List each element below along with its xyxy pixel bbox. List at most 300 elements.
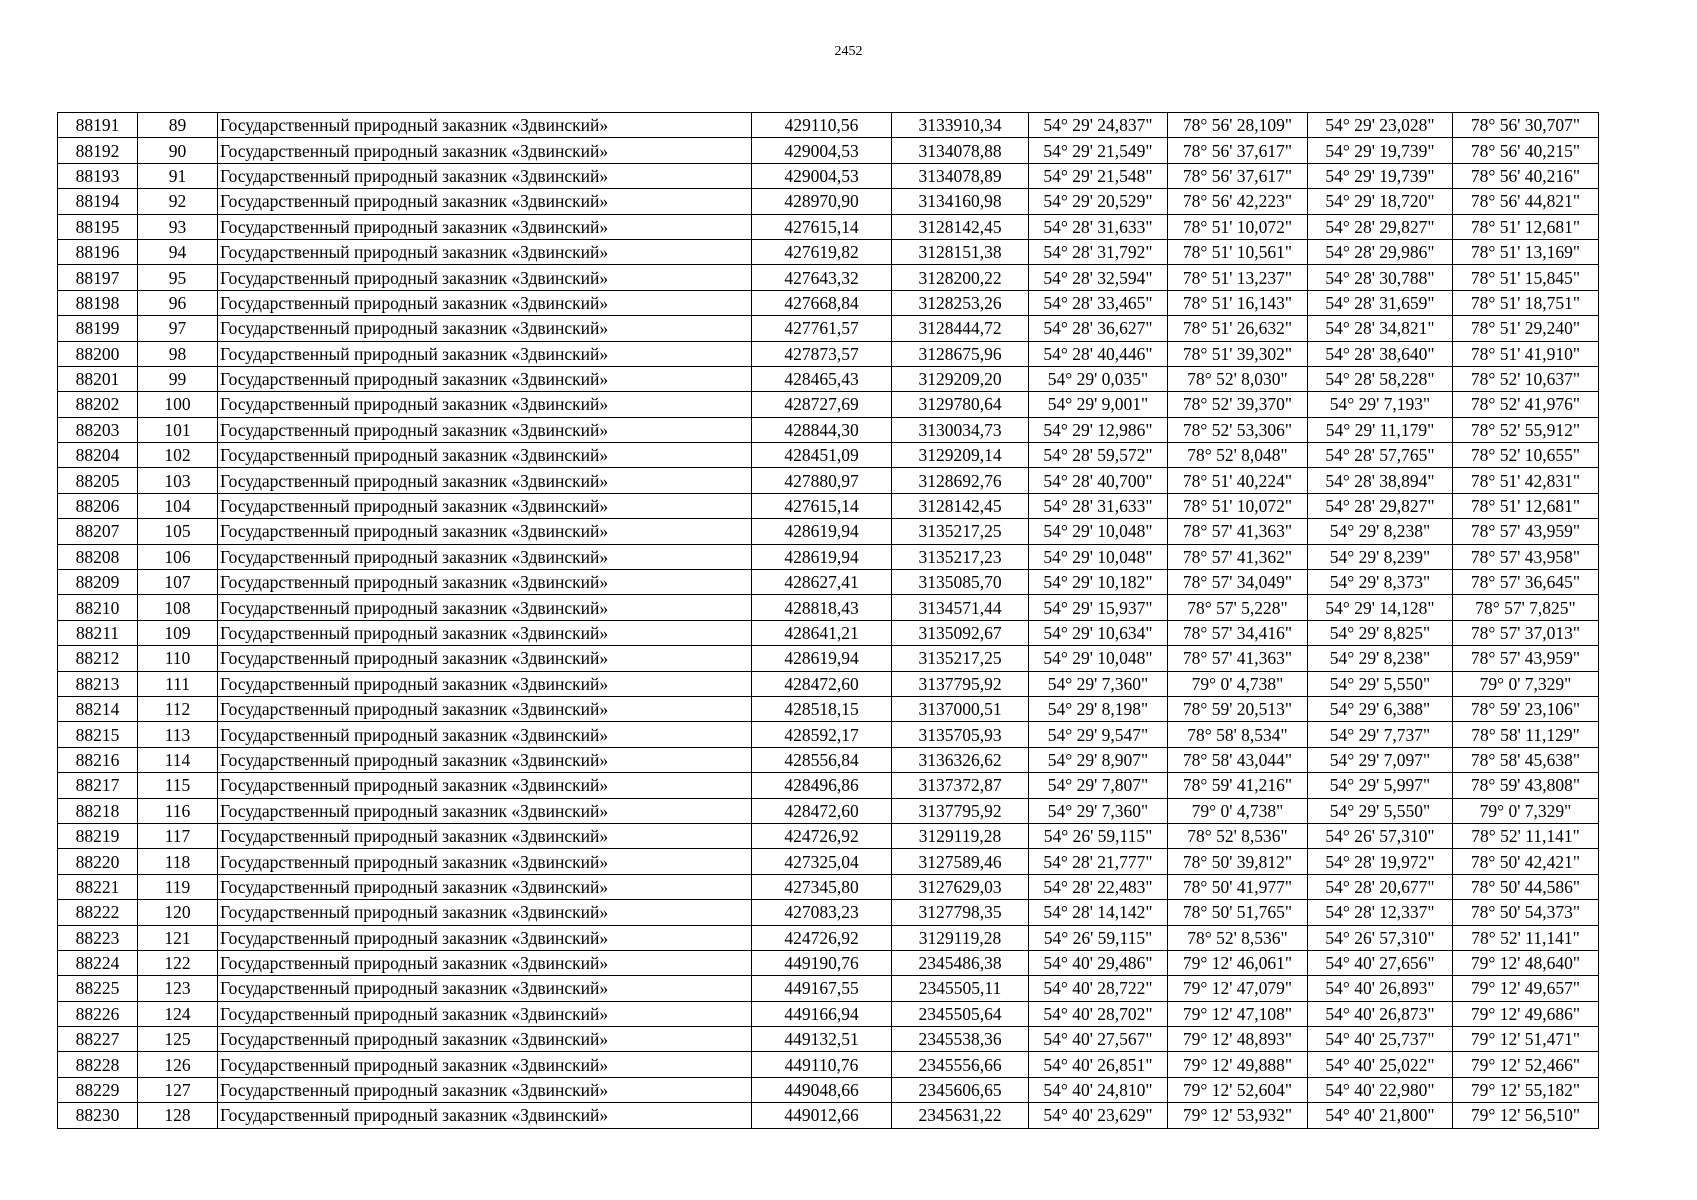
longitude-b-cell: 78° 51' 13,169" — [1453, 239, 1599, 264]
point-number-cell: 99 — [138, 366, 218, 391]
object-name-cell: Государственный природный заказник «Здвинский» — [218, 214, 752, 239]
latitude-a-cell: 54° 29' 10,182" — [1029, 570, 1168, 595]
object-name-cell: Государственный природный заказник «Здвинский» — [218, 468, 752, 493]
point-number-cell: 124 — [138, 1001, 218, 1026]
table-row — [58, 1052, 1599, 1077]
latitude-a-cell: 54° 29' 10,048" — [1029, 646, 1168, 671]
latitude-b-cell: 54° 29' 14,128" — [1308, 595, 1453, 620]
coord-x-cell: 428472,60 — [752, 671, 892, 696]
latitude-a-cell: 54° 28' 32,594" — [1029, 265, 1168, 290]
longitude-a-cell: 78° 51' 40,224" — [1168, 468, 1308, 493]
coord-x-cell: 428518,15 — [752, 696, 892, 721]
coord-y-cell: 3128151,38 — [892, 239, 1029, 264]
coord-y-cell: 3137000,51 — [892, 696, 1029, 721]
object-name-cell: Государственный природный заказник «Здвинский» — [218, 849, 752, 874]
coord-x-cell: 449132,51 — [752, 1027, 892, 1052]
longitude-a-cell: 78° 52' 8,030" — [1168, 366, 1308, 391]
point-number-cell: 107 — [138, 570, 218, 595]
page-number: 2452 — [834, 44, 863, 59]
object-name-cell: Государственный природный заказник «Здвинский» — [218, 1077, 752, 1102]
point-number-cell: 97 — [138, 316, 218, 341]
coord-y-cell: 2345505,11 — [892, 976, 1029, 1001]
latitude-b-cell: 54° 29' 7,737" — [1308, 722, 1453, 747]
object-name-cell: Государственный природный заказник «Здвинский» — [218, 900, 752, 925]
coord-x-cell: 427615,14 — [752, 214, 892, 239]
latitude-b-cell: 54° 29' 5,550" — [1308, 798, 1453, 823]
record-id-cell: 88213 — [58, 671, 138, 696]
latitude-a-cell: 54° 29' 15,937" — [1029, 595, 1168, 620]
object-name-cell: Государственный природный заказник «Здвинский» — [218, 823, 752, 848]
latitude-a-cell: 54° 28' 36,627" — [1029, 316, 1168, 341]
longitude-b-cell: 78° 57' 36,645" — [1453, 570, 1599, 595]
point-number-cell: 113 — [138, 722, 218, 747]
coord-y-cell: 3137795,92 — [892, 671, 1029, 696]
longitude-b-cell: 79° 12' 48,640" — [1453, 950, 1599, 975]
object-name-cell: Государственный природный заказник «Здвинский» — [218, 747, 752, 772]
longitude-a-cell: 78° 50' 41,977" — [1168, 874, 1308, 899]
table-row — [58, 113, 1599, 138]
longitude-b-cell: 79° 0' 7,329" — [1453, 671, 1599, 696]
record-id-cell: 88199 — [58, 316, 138, 341]
record-id-cell: 88225 — [58, 976, 138, 1001]
latitude-b-cell: 54° 28' 38,894" — [1308, 468, 1453, 493]
object-name-cell: Государственный природный заказник «Здвинский» — [218, 493, 752, 518]
latitude-b-cell: 54° 28' 34,821" — [1308, 316, 1453, 341]
latitude-b-cell: 54° 40' 21,800" — [1308, 1103, 1453, 1128]
longitude-b-cell: 78° 51' 18,751" — [1453, 290, 1599, 315]
object-name-cell: Государственный природный заказник «Здвинский» — [218, 163, 752, 188]
coord-x-cell: 427619,82 — [752, 239, 892, 264]
point-number-cell: 116 — [138, 798, 218, 823]
longitude-a-cell: 78° 57' 41,363" — [1168, 519, 1308, 544]
longitude-b-cell: 78° 56' 40,215" — [1453, 138, 1599, 163]
latitude-a-cell: 54° 40' 28,722" — [1029, 976, 1168, 1001]
object-name-cell: Государственный природный заказник «Здвинский» — [218, 722, 752, 747]
latitude-b-cell: 54° 29' 11,179" — [1308, 417, 1453, 442]
object-name-cell: Государственный природный заказник «Здвинский» — [218, 595, 752, 620]
longitude-b-cell: 78° 52' 11,141" — [1453, 823, 1599, 848]
coord-y-cell: 3137372,87 — [892, 773, 1029, 798]
table-row — [58, 1077, 1599, 1102]
coord-y-cell: 3135705,93 — [892, 722, 1029, 747]
object-name-cell: Государственный природный заказник «Здвинский» — [218, 570, 752, 595]
longitude-a-cell: 78° 50' 51,765" — [1168, 900, 1308, 925]
coord-x-cell: 429110,56 — [752, 113, 892, 138]
longitude-a-cell: 78° 52' 8,536" — [1168, 925, 1308, 950]
coord-y-cell: 3130034,73 — [892, 417, 1029, 442]
coord-x-cell: 428818,43 — [752, 595, 892, 620]
point-number-cell: 108 — [138, 595, 218, 620]
latitude-a-cell: 54° 29' 8,907" — [1029, 747, 1168, 772]
latitude-b-cell: 54° 29' 8,238" — [1308, 646, 1453, 671]
latitude-b-cell: 54° 28' 38,640" — [1308, 341, 1453, 366]
latitude-a-cell: 54° 28' 14,142" — [1029, 900, 1168, 925]
coord-y-cell: 3135217,23 — [892, 544, 1029, 569]
latitude-a-cell: 54° 29' 21,548" — [1029, 163, 1168, 188]
point-number-cell: 128 — [138, 1103, 218, 1128]
longitude-b-cell: 78° 57' 7,825" — [1453, 595, 1599, 620]
table-row — [58, 823, 1599, 848]
table-row — [58, 1103, 1599, 1128]
longitude-b-cell: 78° 51' 29,240" — [1453, 316, 1599, 341]
longitude-a-cell: 78° 52' 8,048" — [1168, 443, 1308, 468]
point-number-cell: 95 — [138, 265, 218, 290]
longitude-b-cell: 78° 52' 10,637" — [1453, 366, 1599, 391]
latitude-b-cell: 54° 28' 30,788" — [1308, 265, 1453, 290]
coord-y-cell: 2345631,22 — [892, 1103, 1029, 1128]
record-id-cell: 88217 — [58, 773, 138, 798]
longitude-a-cell: 78° 51' 39,302" — [1168, 341, 1308, 366]
longitude-b-cell: 78° 52' 41,976" — [1453, 392, 1599, 417]
coord-x-cell: 427643,32 — [752, 265, 892, 290]
longitude-b-cell: 78° 58' 11,129" — [1453, 722, 1599, 747]
latitude-b-cell: 54° 29' 19,739" — [1308, 138, 1453, 163]
record-id-cell: 88206 — [58, 493, 138, 518]
longitude-a-cell: 78° 57' 34,416" — [1168, 620, 1308, 645]
record-id-cell: 88223 — [58, 925, 138, 950]
table-row — [58, 747, 1599, 772]
coord-y-cell: 3136326,62 — [892, 747, 1029, 772]
record-id-cell: 88197 — [58, 265, 138, 290]
table-row — [58, 290, 1599, 315]
longitude-b-cell: 78° 58' 45,638" — [1453, 747, 1599, 772]
latitude-a-cell: 54° 29' 7,360" — [1029, 671, 1168, 696]
latitude-a-cell: 54° 29' 24,837" — [1029, 113, 1168, 138]
latitude-a-cell: 54° 40' 28,702" — [1029, 1001, 1168, 1026]
record-id-cell: 88209 — [58, 570, 138, 595]
coord-y-cell: 3137795,92 — [892, 798, 1029, 823]
coord-y-cell: 3134160,98 — [892, 189, 1029, 214]
longitude-a-cell: 79° 0' 4,738" — [1168, 798, 1308, 823]
table-row — [58, 595, 1599, 620]
object-name-cell: Государственный природный заказник «Здвинский» — [218, 620, 752, 645]
longitude-a-cell: 79° 12' 47,108" — [1168, 1001, 1308, 1026]
coord-y-cell: 3128200,22 — [892, 265, 1029, 290]
coord-x-cell: 449012,66 — [752, 1103, 892, 1128]
coord-y-cell: 3135217,25 — [892, 519, 1029, 544]
longitude-a-cell: 79° 12' 53,932" — [1168, 1103, 1308, 1128]
latitude-a-cell: 54° 40' 24,810" — [1029, 1077, 1168, 1102]
table-row — [58, 620, 1599, 645]
record-id-cell: 88214 — [58, 696, 138, 721]
point-number-cell: 89 — [138, 113, 218, 138]
record-id-cell: 88192 — [58, 138, 138, 163]
longitude-a-cell: 78° 51' 10,561" — [1168, 239, 1308, 264]
coord-y-cell: 3128253,26 — [892, 290, 1029, 315]
longitude-a-cell: 78° 59' 41,216" — [1168, 773, 1308, 798]
coord-y-cell: 3129119,28 — [892, 925, 1029, 950]
record-id-cell: 88222 — [58, 900, 138, 925]
table-row — [58, 138, 1599, 163]
longitude-b-cell: 79° 12' 49,686" — [1453, 1001, 1599, 1026]
table-row — [58, 925, 1599, 950]
object-name-cell: Государственный природный заказник «Здвинский» — [218, 950, 752, 975]
longitude-a-cell: 78° 59' 20,513" — [1168, 696, 1308, 721]
table-row — [58, 493, 1599, 518]
coord-x-cell: 449048,66 — [752, 1077, 892, 1102]
longitude-b-cell: 79° 12' 56,510" — [1453, 1103, 1599, 1128]
coord-y-cell: 3128692,76 — [892, 468, 1029, 493]
table-row — [58, 1027, 1599, 1052]
table-row — [58, 341, 1599, 366]
latitude-a-cell: 54° 29' 12,986" — [1029, 417, 1168, 442]
latitude-a-cell: 54° 29' 8,198" — [1029, 696, 1168, 721]
point-number-cell: 101 — [138, 417, 218, 442]
record-id-cell: 88196 — [58, 239, 138, 264]
table-row — [58, 265, 1599, 290]
object-name-cell: Государственный природный заказник «Здвинский» — [218, 1027, 752, 1052]
longitude-a-cell: 79° 12' 48,893" — [1168, 1027, 1308, 1052]
point-number-cell: 109 — [138, 620, 218, 645]
table-row — [58, 519, 1599, 544]
point-number-cell: 123 — [138, 976, 218, 1001]
point-number-cell: 94 — [138, 239, 218, 264]
longitude-b-cell: 78° 56' 40,216" — [1453, 163, 1599, 188]
latitude-b-cell: 54° 29' 8,239" — [1308, 544, 1453, 569]
coord-x-cell: 427615,14 — [752, 493, 892, 518]
coord-x-cell: 449190,76 — [752, 950, 892, 975]
longitude-a-cell: 78° 52' 39,370" — [1168, 392, 1308, 417]
table-row — [58, 874, 1599, 899]
coord-x-cell: 428465,43 — [752, 366, 892, 391]
latitude-b-cell: 54° 29' 8,373" — [1308, 570, 1453, 595]
latitude-b-cell: 54° 29' 7,097" — [1308, 747, 1453, 772]
record-id-cell: 88218 — [58, 798, 138, 823]
longitude-b-cell: 78° 59' 43,808" — [1453, 773, 1599, 798]
coord-x-cell: 428844,30 — [752, 417, 892, 442]
table-row — [58, 163, 1599, 188]
coord-y-cell: 3127798,35 — [892, 900, 1029, 925]
longitude-a-cell: 78° 57' 5,228" — [1168, 595, 1308, 620]
longitude-b-cell: 78° 50' 44,586" — [1453, 874, 1599, 899]
latitude-b-cell: 54° 29' 19,739" — [1308, 163, 1453, 188]
longitude-b-cell: 78° 56' 44,821" — [1453, 189, 1599, 214]
object-name-cell: Государственный природный заказник «Здвинский» — [218, 671, 752, 696]
point-number-cell: 92 — [138, 189, 218, 214]
record-id-cell: 88226 — [58, 1001, 138, 1026]
table-row — [58, 950, 1599, 975]
latitude-a-cell: 54° 28' 40,446" — [1029, 341, 1168, 366]
object-name-cell: Государственный природный заказник «Здвинский» — [218, 696, 752, 721]
object-name-cell: Государственный природный заказник «Здвинский» — [218, 925, 752, 950]
table-row — [58, 798, 1599, 823]
coord-y-cell: 2345486,38 — [892, 950, 1029, 975]
record-id-cell: 88207 — [58, 519, 138, 544]
coord-y-cell: 3127629,03 — [892, 874, 1029, 899]
latitude-b-cell: 54° 40' 25,022" — [1308, 1052, 1453, 1077]
coord-x-cell: 428627,41 — [752, 570, 892, 595]
longitude-b-cell: 78° 59' 23,106" — [1453, 696, 1599, 721]
table-row — [58, 1001, 1599, 1026]
longitude-a-cell: 78° 51' 16,143" — [1168, 290, 1308, 315]
longitude-b-cell: 78° 57' 43,958" — [1453, 544, 1599, 569]
object-name-cell: Государственный природный заказник «Здвинский» — [218, 265, 752, 290]
point-number-cell: 105 — [138, 519, 218, 544]
coord-x-cell: 429004,53 — [752, 138, 892, 163]
latitude-b-cell: 54° 40' 26,893" — [1308, 976, 1453, 1001]
point-number-cell: 111 — [138, 671, 218, 696]
point-number-cell: 121 — [138, 925, 218, 950]
latitude-a-cell: 54° 29' 10,048" — [1029, 519, 1168, 544]
coord-x-cell: 424726,92 — [752, 823, 892, 848]
table-row — [58, 417, 1599, 442]
coord-x-cell: 449167,55 — [752, 976, 892, 1001]
latitude-a-cell: 54° 29' 0,035" — [1029, 366, 1168, 391]
object-name-cell: Государственный природный заказник «Здвинский» — [218, 239, 752, 264]
object-name-cell: Государственный природный заказник «Здвинский» — [218, 544, 752, 569]
point-number-cell: 98 — [138, 341, 218, 366]
record-id-cell: 88227 — [58, 1027, 138, 1052]
record-id-cell: 88212 — [58, 646, 138, 671]
coordinates-table — [57, 112, 1599, 1129]
longitude-a-cell: 78° 51' 10,072" — [1168, 493, 1308, 518]
latitude-a-cell: 54° 28' 31,792" — [1029, 239, 1168, 264]
point-number-cell: 114 — [138, 747, 218, 772]
longitude-b-cell: 79° 0' 7,329" — [1453, 798, 1599, 823]
latitude-a-cell: 54° 40' 26,851" — [1029, 1052, 1168, 1077]
object-name-cell: Государственный природный заказник «Здвинский» — [218, 417, 752, 442]
coord-y-cell: 3129209,14 — [892, 443, 1029, 468]
point-number-cell: 91 — [138, 163, 218, 188]
record-id-cell: 88200 — [58, 341, 138, 366]
table-row — [58, 544, 1599, 569]
latitude-a-cell: 54° 28' 21,777" — [1029, 849, 1168, 874]
latitude-b-cell: 54° 29' 23,028" — [1308, 113, 1453, 138]
record-id-cell: 88194 — [58, 189, 138, 214]
latitude-a-cell: 54° 29' 21,549" — [1029, 138, 1168, 163]
coord-y-cell: 3128444,72 — [892, 316, 1029, 341]
longitude-a-cell: 78° 56' 37,617" — [1168, 163, 1308, 188]
longitude-b-cell: 78° 51' 42,831" — [1453, 468, 1599, 493]
table-row — [58, 468, 1599, 493]
coord-x-cell: 427761,57 — [752, 316, 892, 341]
coord-y-cell: 2345556,66 — [892, 1052, 1029, 1077]
coord-x-cell: 428727,69 — [752, 392, 892, 417]
longitude-b-cell: 78° 56' 30,707" — [1453, 113, 1599, 138]
latitude-a-cell: 54° 40' 29,486" — [1029, 950, 1168, 975]
table-row — [58, 366, 1599, 391]
record-id-cell: 88198 — [58, 290, 138, 315]
coord-y-cell: 3129780,64 — [892, 392, 1029, 417]
latitude-b-cell: 54° 28' 29,827" — [1308, 493, 1453, 518]
object-name-cell: Государственный природный заказник «Здвинский» — [218, 189, 752, 214]
longitude-b-cell: 79° 12' 51,471" — [1453, 1027, 1599, 1052]
record-id-cell: 88219 — [58, 823, 138, 848]
latitude-b-cell: 54° 28' 29,986" — [1308, 239, 1453, 264]
coord-x-cell: 427345,80 — [752, 874, 892, 899]
longitude-a-cell: 79° 12' 49,888" — [1168, 1052, 1308, 1077]
latitude-a-cell: 54° 29' 7,807" — [1029, 773, 1168, 798]
longitude-b-cell: 78° 50' 42,421" — [1453, 849, 1599, 874]
table-row — [58, 773, 1599, 798]
latitude-a-cell: 54° 29' 9,547" — [1029, 722, 1168, 747]
object-name-cell: Государственный природный заказник «Здвинский» — [218, 290, 752, 315]
record-id-cell: 88221 — [58, 874, 138, 899]
latitude-a-cell: 54° 40' 23,629" — [1029, 1103, 1168, 1128]
record-id-cell: 88195 — [58, 214, 138, 239]
coord-x-cell: 427668,84 — [752, 290, 892, 315]
point-number-cell: 119 — [138, 874, 218, 899]
point-number-cell: 106 — [138, 544, 218, 569]
latitude-a-cell: 54° 28' 40,700" — [1029, 468, 1168, 493]
longitude-a-cell: 78° 51' 26,632" — [1168, 316, 1308, 341]
latitude-a-cell: 54° 28' 33,465" — [1029, 290, 1168, 315]
longitude-b-cell: 78° 51' 12,681" — [1453, 214, 1599, 239]
longitude-a-cell: 78° 57' 34,049" — [1168, 570, 1308, 595]
longitude-a-cell: 79° 12' 52,604" — [1168, 1077, 1308, 1102]
latitude-a-cell: 54° 29' 9,001" — [1029, 392, 1168, 417]
longitude-b-cell: 78° 52' 10,655" — [1453, 443, 1599, 468]
latitude-b-cell: 54° 28' 57,765" — [1308, 443, 1453, 468]
point-number-cell: 104 — [138, 493, 218, 518]
latitude-b-cell: 54° 29' 5,997" — [1308, 773, 1453, 798]
latitude-a-cell: 54° 29' 10,048" — [1029, 544, 1168, 569]
coord-y-cell: 3134571,44 — [892, 595, 1029, 620]
point-number-cell: 125 — [138, 1027, 218, 1052]
table-row — [58, 696, 1599, 721]
point-number-cell: 102 — [138, 443, 218, 468]
latitude-a-cell: 54° 26' 59,115" — [1029, 925, 1168, 950]
record-id-cell: 88215 — [58, 722, 138, 747]
table-body — [58, 113, 1599, 1129]
object-name-cell: Государственный природный заказник «Здвинский» — [218, 519, 752, 544]
coord-y-cell: 3127589,46 — [892, 849, 1029, 874]
record-id-cell: 88211 — [58, 620, 138, 645]
table-row — [58, 239, 1599, 264]
latitude-b-cell: 54° 29' 6,388" — [1308, 696, 1453, 721]
longitude-b-cell: 78° 51' 15,845" — [1453, 265, 1599, 290]
latitude-a-cell: 54° 28' 59,572" — [1029, 443, 1168, 468]
latitude-b-cell: 54° 40' 27,656" — [1308, 950, 1453, 975]
coord-y-cell: 3128142,45 — [892, 214, 1029, 239]
longitude-b-cell: 78° 57' 37,013" — [1453, 620, 1599, 645]
longitude-b-cell: 78° 51' 41,910" — [1453, 341, 1599, 366]
point-number-cell: 100 — [138, 392, 218, 417]
point-number-cell: 127 — [138, 1077, 218, 1102]
longitude-b-cell: 78° 57' 43,959" — [1453, 646, 1599, 671]
latitude-b-cell: 54° 29' 7,193" — [1308, 392, 1453, 417]
coord-y-cell: 2345505,64 — [892, 1001, 1029, 1026]
longitude-b-cell: 78° 51' 12,681" — [1453, 493, 1599, 518]
table-row — [58, 443, 1599, 468]
record-id-cell: 88224 — [58, 950, 138, 975]
table-row — [58, 392, 1599, 417]
longitude-a-cell: 78° 58' 43,044" — [1168, 747, 1308, 772]
table-row — [58, 646, 1599, 671]
object-name-cell: Государственный природный заказник «Здвинский» — [218, 798, 752, 823]
object-name-cell: Государственный природный заказник «Здвинский» — [218, 773, 752, 798]
record-id-cell: 88208 — [58, 544, 138, 569]
coord-x-cell: 428592,17 — [752, 722, 892, 747]
object-name-cell: Государственный природный заказник «Здвинский» — [218, 1001, 752, 1026]
latitude-a-cell: 54° 28' 31,633" — [1029, 493, 1168, 518]
longitude-a-cell: 79° 12' 47,079" — [1168, 976, 1308, 1001]
longitude-b-cell: 79° 12' 55,182" — [1453, 1077, 1599, 1102]
coord-x-cell: 427880,97 — [752, 468, 892, 493]
point-number-cell: 118 — [138, 849, 218, 874]
latitude-b-cell: 54° 28' 29,827" — [1308, 214, 1453, 239]
coord-y-cell: 3128675,96 — [892, 341, 1029, 366]
longitude-a-cell: 78° 52' 53,306" — [1168, 417, 1308, 442]
table-row — [58, 316, 1599, 341]
table-row — [58, 976, 1599, 1001]
record-id-cell: 88220 — [58, 849, 138, 874]
longitude-b-cell: 79° 12' 52,466" — [1453, 1052, 1599, 1077]
longitude-b-cell: 78° 57' 43,959" — [1453, 519, 1599, 544]
longitude-b-cell: 78° 52' 11,141" — [1453, 925, 1599, 950]
record-id-cell: 88203 — [58, 417, 138, 442]
point-number-cell: 90 — [138, 138, 218, 163]
